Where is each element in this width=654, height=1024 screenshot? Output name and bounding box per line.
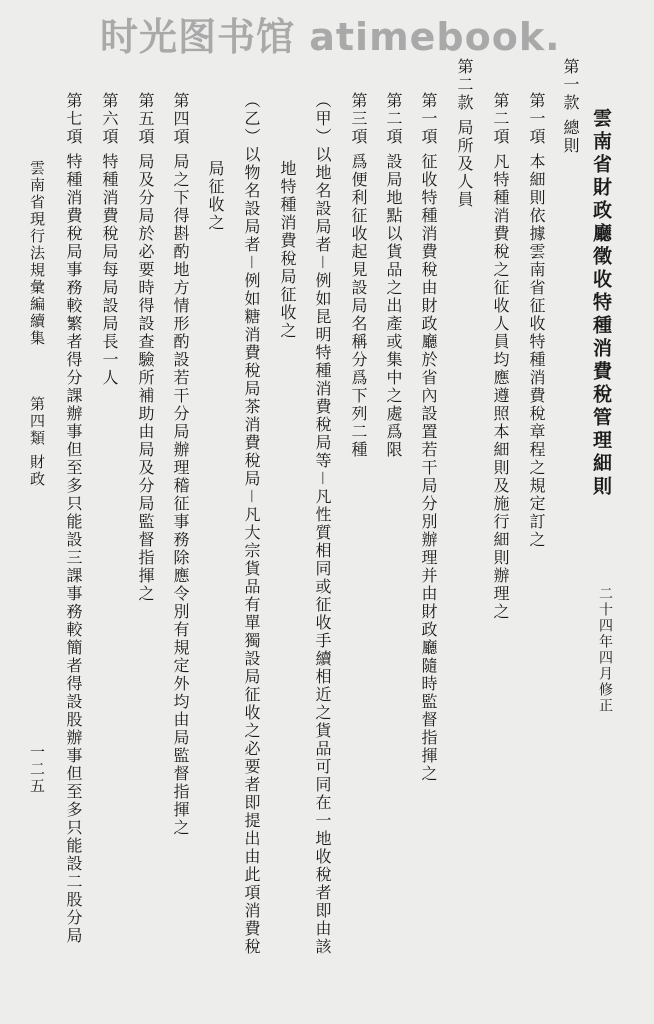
article-line: 第四項 局之下得斟酌地方情形酌設若干分局辦理稽征事務除應令別有規定外均由局監督指揮之 bbox=[171, 92, 190, 838]
article-line: 第三項 爲便利征收起見設局名稱分爲下列二種 bbox=[349, 92, 368, 460]
article-line: 第二項 設局地點以貨品之出產或集中之處爲限 bbox=[384, 92, 403, 460]
book-title-footer: 雲南省現行法規彙編續集 bbox=[28, 160, 46, 347]
watermark: 时光图书馆 atimebook. bbox=[100, 15, 561, 59]
document-title: 雲南省財政廳徵收特種消費稅管理細則 bbox=[590, 108, 612, 499]
section-heading: 第一款 總則 bbox=[561, 58, 580, 156]
article-continuation: 地特種消費稅局征收之 bbox=[278, 160, 297, 340]
revision-date-note: 二十四年四月修正 bbox=[597, 586, 613, 714]
article-line: （乙）以物名設局者－例如糖消費稅局茶消費稅局－凡大宗貨品有單獨設局征收之必要者即提出由此項消費稅 bbox=[242, 92, 261, 957]
section-heading: 第二款 局所及人員 bbox=[455, 58, 474, 210]
article-line: 第五項 局及分局於必要時得設查驗所補助由局及分局監督指揮之 bbox=[136, 92, 155, 604]
article-line: 第六項 特種消費稅局每局設局長一人 bbox=[100, 92, 119, 388]
page-number: 一二五 bbox=[28, 744, 46, 795]
article-continuation: 局征收之 bbox=[206, 160, 225, 232]
article-line: 第二項 凡特種消費稅之征收人員均應遵照本細則及施行細則辦理之 bbox=[491, 92, 510, 622]
article-line: 第一項 本細則依據雲南省征收特種消費稅章程之規定訂之 bbox=[527, 92, 546, 550]
article-line: 第七項 特種消費稅局事務較繁者得分課辦事但至多只能設三課事務較簡者得設股辦事但至多只能設二股分局 bbox=[64, 92, 83, 946]
section-footer: 第四類 財政 bbox=[28, 396, 46, 488]
article-line: （甲）以地名設局者－例如昆明特種消費稅局等－凡性質相同或征收手續相近之貨品可同在一地收稅者即由該 bbox=[313, 92, 332, 957]
article-line: 第一項 征收特種消費稅由財政廳於省內設置若干局分別辦理并由財政廳隨時監督指揮之 bbox=[419, 92, 438, 784]
